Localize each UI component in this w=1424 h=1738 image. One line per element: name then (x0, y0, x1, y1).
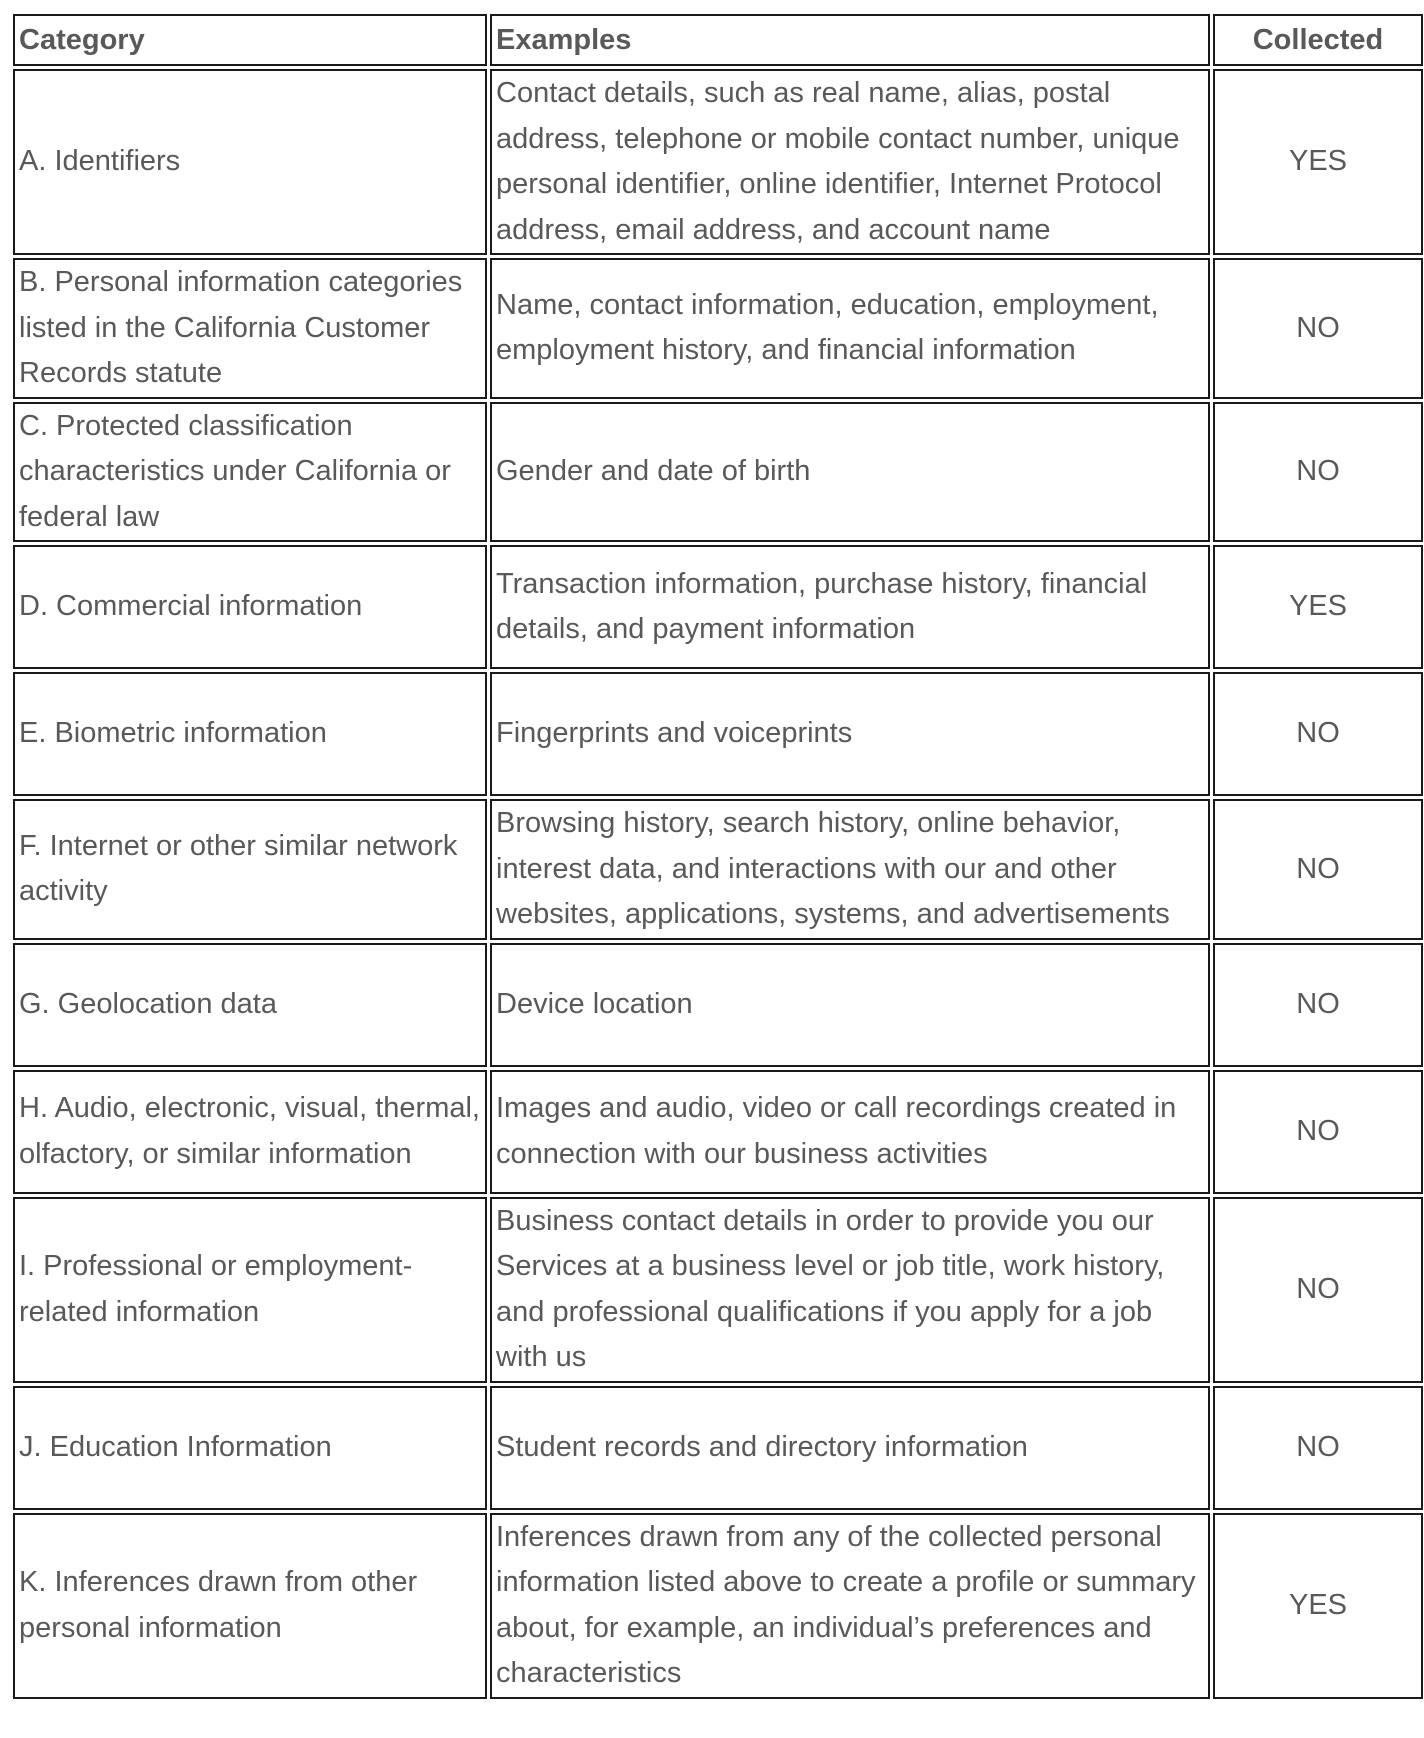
table-row (13, 258, 1423, 399)
category-cell: H. Audio, electronic, visual, thermal, olfactory, or similar information (13, 1070, 487, 1194)
category-cell: C. Protected classification characteristics under California or federal law (13, 402, 487, 543)
collected-cell: NO (1213, 672, 1423, 796)
category-cell: E. Biometric information (13, 672, 487, 796)
category-cell: D. Commercial information (13, 545, 487, 669)
examples-cell: Fingerprints and voiceprints (490, 672, 1210, 796)
category-cell: I. Professional or employment-related information (13, 1197, 487, 1383)
category-cell: J. Education Information (13, 1386, 487, 1510)
table-row (13, 545, 1423, 669)
collected-cell: NO (1213, 258, 1423, 399)
category-cell: K. Inferences drawn from other personal information (13, 1513, 487, 1699)
examples-cell: Inferences drawn from any of the collected personal information listed above to create a profile or summary about, for example, an individual’s preferences and characteristics (490, 1513, 1210, 1699)
examples-cell: Transaction information, purchase history, financial details, and payment information (490, 545, 1210, 669)
table-row (13, 943, 1423, 1067)
examples-cell: Student records and directory information (490, 1386, 1210, 1510)
collected-cell: YES (1213, 545, 1423, 669)
personal-information-table (10, 11, 1424, 1702)
table-row (13, 1070, 1423, 1194)
category-cell: G. Geolocation data (13, 943, 487, 1067)
table-row (13, 402, 1423, 543)
collected-cell: NO (1213, 943, 1423, 1067)
collected-cell: NO (1213, 402, 1423, 543)
examples-cell: Contact details, such as real name, alias, postal address, telephone or mobile contact number, unique personal identifier, online identifier, Internet Protocol address, email address, and account name (490, 69, 1210, 255)
table-row (13, 69, 1423, 255)
category-cell: F. Internet or other similar network activity (13, 799, 487, 940)
collected-cell: NO (1213, 1070, 1423, 1194)
personal-information-table-container (13, 14, 1417, 1699)
column-header-collected: Collected (1213, 14, 1423, 66)
collected-cell: NO (1213, 1197, 1423, 1383)
collected-cell: YES (1213, 1513, 1423, 1699)
examples-cell: Gender and date of birth (490, 402, 1210, 543)
table-row (13, 672, 1423, 796)
category-cell: A. Identifiers (13, 69, 487, 255)
table-row (13, 799, 1423, 940)
collected-cell: NO (1213, 799, 1423, 940)
column-header-category: Category (13, 14, 487, 66)
table-header-row (13, 14, 1423, 66)
collected-cell: YES (1213, 69, 1423, 255)
examples-cell: Business contact details in order to provide you our Services at a business level or job title, work history, and professional qualifications if you apply for a job with us (490, 1197, 1210, 1383)
collected-cell: NO (1213, 1386, 1423, 1510)
examples-cell: Images and audio, video or call recordings created in connection with our business activities (490, 1070, 1210, 1194)
examples-cell: Name, contact information, education, employment, employment history, and financial information (490, 258, 1210, 399)
category-cell: B. Personal information categories listed in the California Customer Records statute (13, 258, 487, 399)
table-row (13, 1197, 1423, 1383)
column-header-examples: Examples (490, 14, 1210, 66)
table-row (13, 1513, 1423, 1699)
examples-cell: Device location (490, 943, 1210, 1067)
examples-cell: Browsing history, search history, online behavior, interest data, and interactions with our and other websites, applications, systems, and advertisements (490, 799, 1210, 940)
table-row (13, 1386, 1423, 1510)
